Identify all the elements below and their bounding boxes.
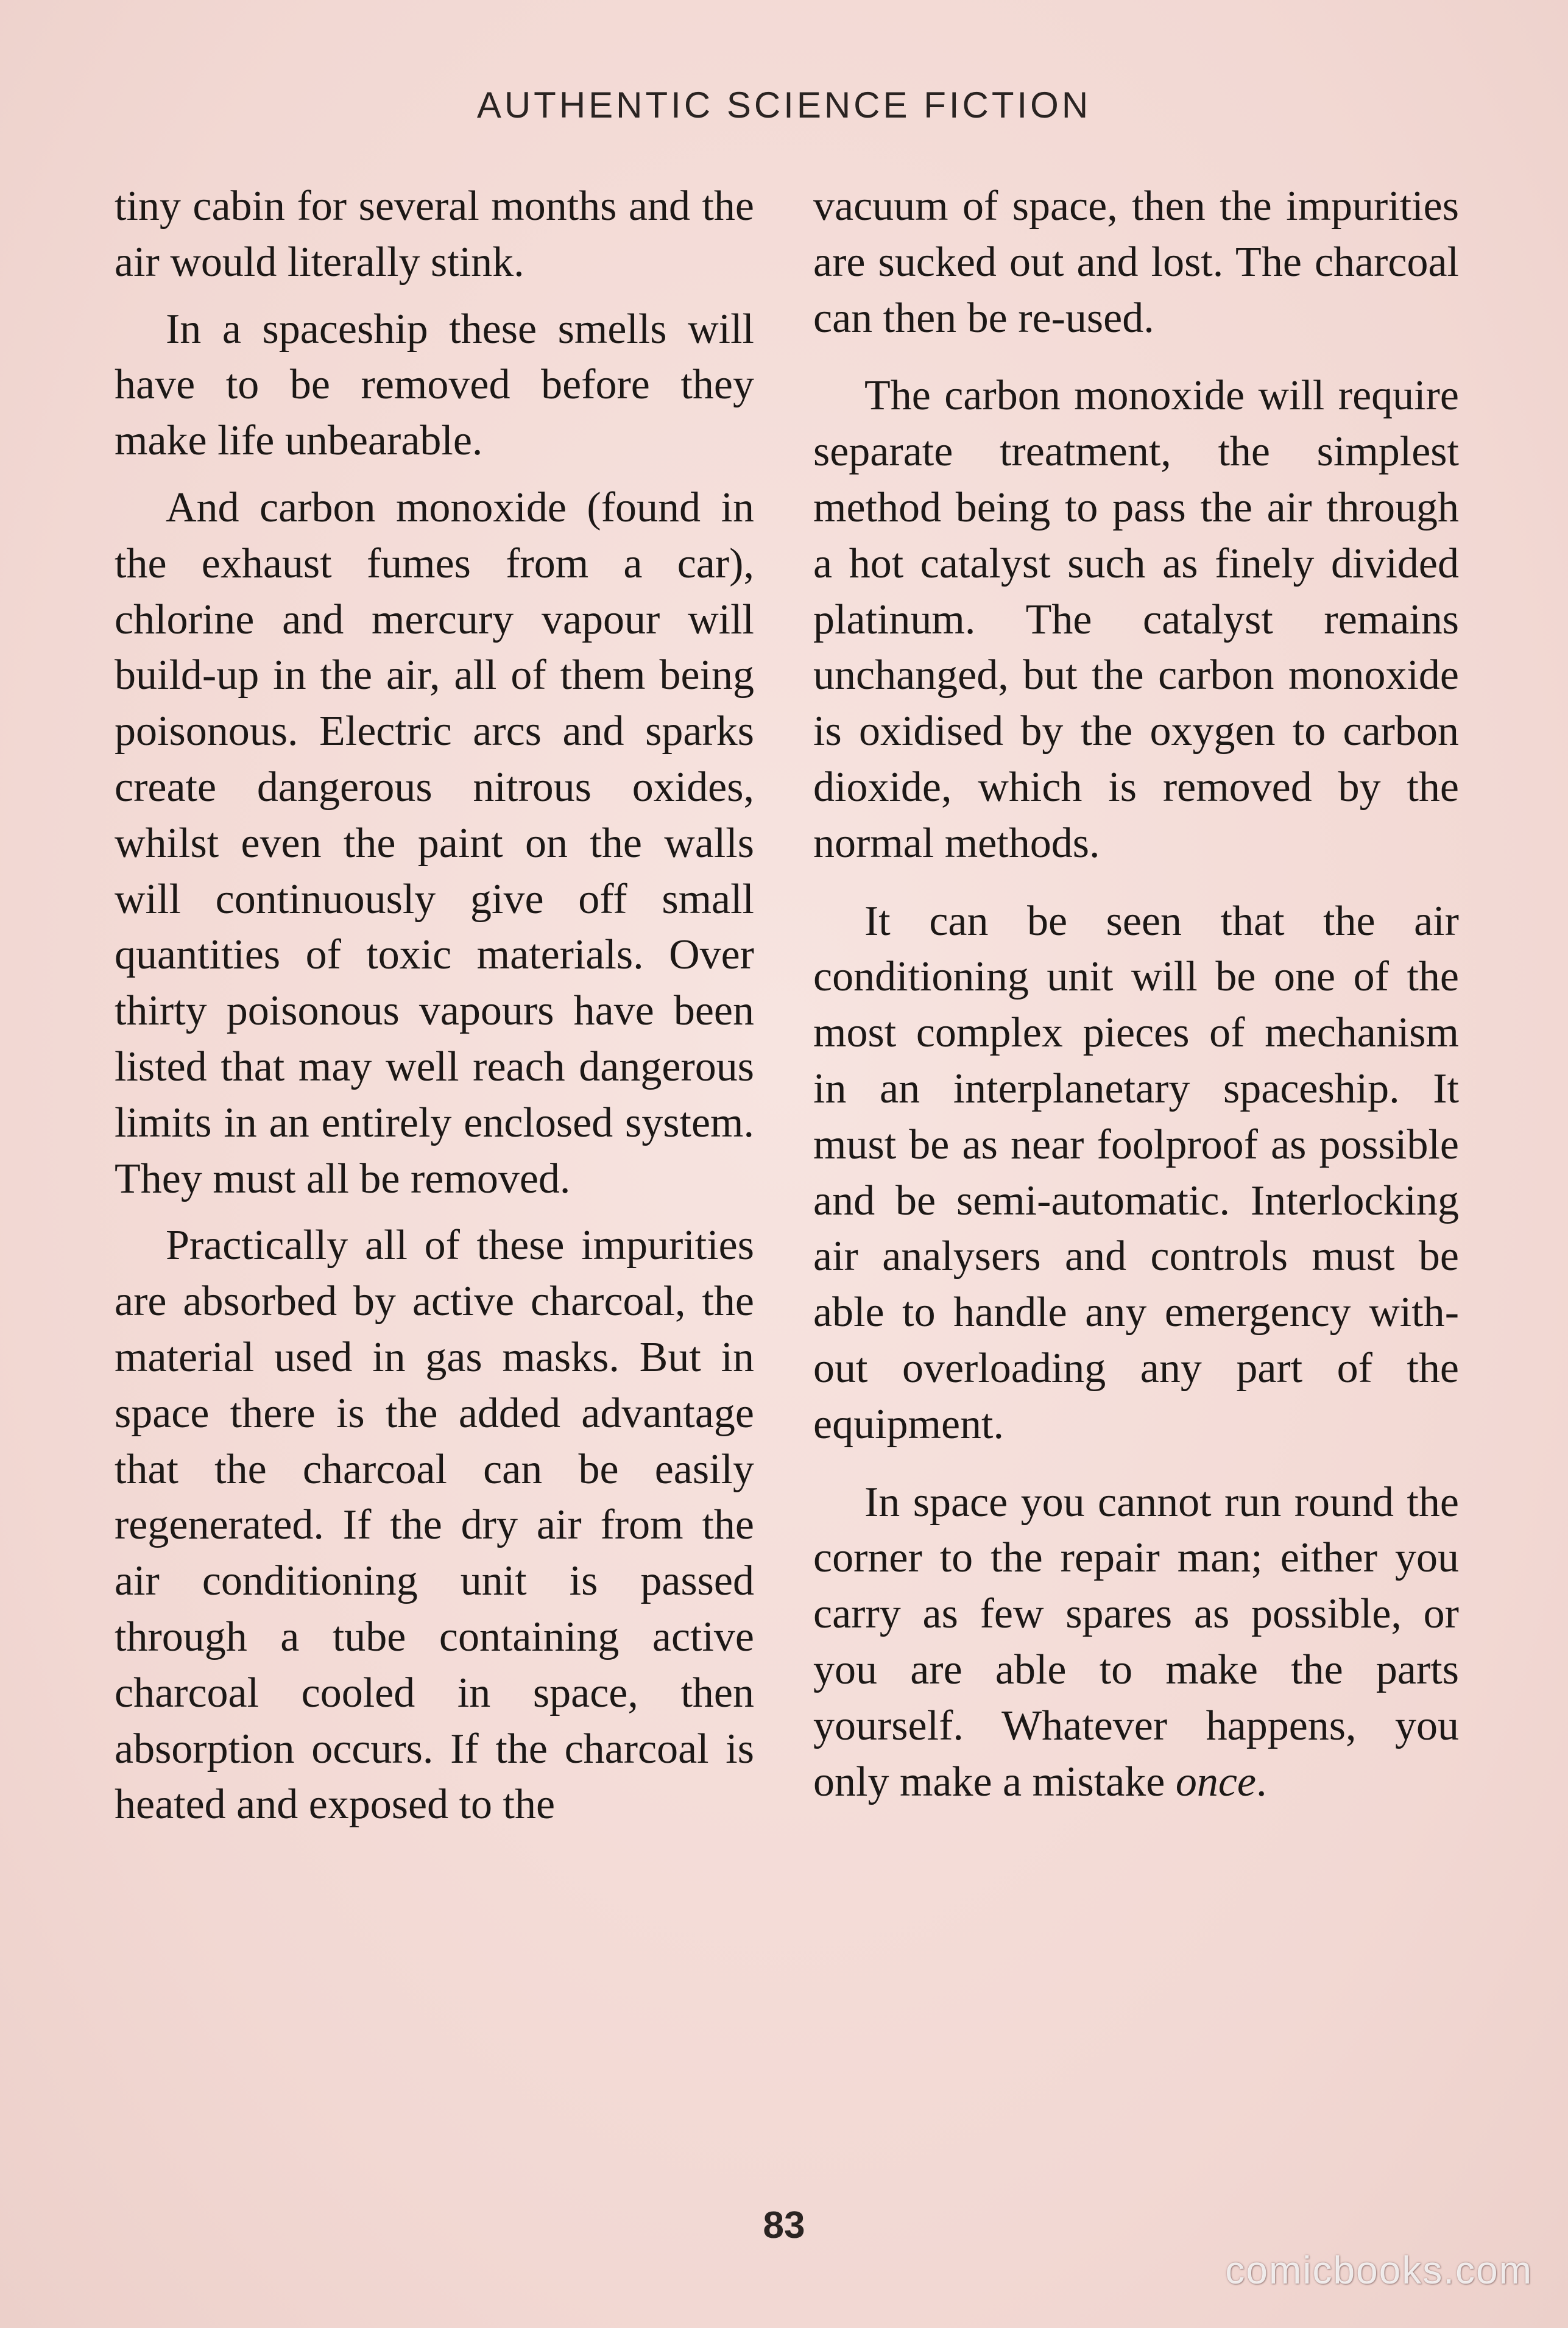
running-header: AUTHENTIC SCIENCE FICTION bbox=[476, 85, 1092, 125]
paragraph-continued: tiny cabin for several months and the air would literally stink. bbox=[115, 183, 754, 286]
paragraph-charcoal: Practically all of these impurities are absorbed by active charcoal, the material used in gas masks. But in space there is the added advantage that the charcoal can be easily regenerated. If the dry air from the air conditioning unit is passed through a tube containing active charcoal cooled in space, then absorption occurs. If the charcoal is heated and exposed to the bbox=[115, 1222, 754, 1829]
paragraph-smells: In a spaceship these smells will have to be removed before they make life unbearable. bbox=[115, 305, 754, 465]
left-column bbox=[115, 178, 754, 1833]
paragraph-air-conditioning: It can be seen that the air conditioning unit will be one of the most complex pieces of mechanism in an interplanetary spaceship. It must be as near foolproof as possible and be semi-automatic. Interlocking air analysers and controls must be able to handle any emergency without overloading any part of the equipment. bbox=[813, 897, 1459, 1448]
paragraph-vacuum: vacuum of space, then the impurities are sucked out and lost. The charcoal can then be re-used. bbox=[813, 183, 1459, 342]
watermark: comicbooks.com bbox=[1225, 2248, 1533, 2292]
closing-punctuation: . bbox=[1255, 1758, 1267, 1805]
paragraph-repair bbox=[813, 1475, 1459, 1810]
page-number: 83 bbox=[763, 2204, 805, 2246]
paragraph-carbon-monoxide: And carbon monoxide (found in the exhaust fumes from a car), chlorine and mercury vapour will build-up in the air, all of them being poisonous. Electric arcs and sparks create dangerous nitrous oxides, whilst even the paint on the walls will continuously give off small quantities of toxic materials. Over thirty poisonous vapours have been listed that may well reach dangerous limits in an entirely enclosed system. They must all be removed. bbox=[115, 484, 754, 1202]
closing-text: In space you cannot run round the corner to the repair man; either you carry as few spares as possible, or you are able to make the parts yourself. Whatever happens, you only make a mistake bbox=[813, 1478, 1459, 1805]
closing-emphasis: once bbox=[1175, 1758, 1256, 1805]
paragraph-catalyst: The carbon monoxide will require separate treatment, the simplest method being to pass the air through a hot catalyst such as finely divided platinum. The catalyst remains unchanged, but the carbon monoxide is oxidised by the oxygen to carbon dioxide, which is removed by the normal methods. bbox=[813, 372, 1459, 867]
right-column bbox=[813, 178, 1459, 1810]
